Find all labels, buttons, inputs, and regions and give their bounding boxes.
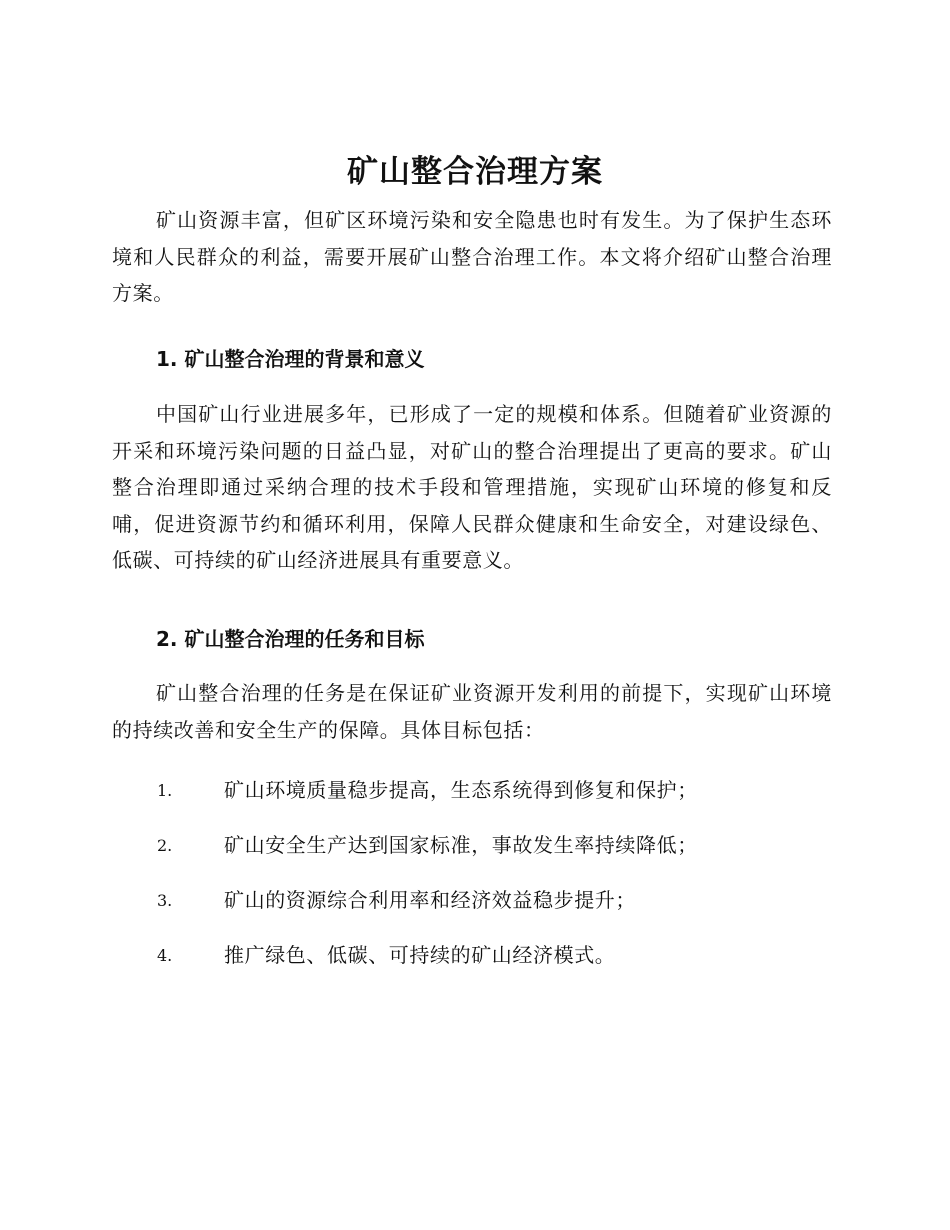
list-item xyxy=(0,882,950,937)
list-item-text: 矿山的资源综合利用率和经济效益稳步提升； xyxy=(224,888,636,912)
list-item xyxy=(0,772,950,827)
list-item-number: 3. xyxy=(157,891,173,910)
section-heading-background: 1. 矿山整合治理的背景和意义 xyxy=(156,347,425,371)
list-item-text: 矿山安全生产达到国家标准，事故发生率持续降低； xyxy=(224,833,698,857)
list-item-text: 矿山环境质量稳步提高，生态系统得到修复和保护； xyxy=(224,778,698,802)
section-heading-goals: 2. 矿山整合治理的任务和目标 xyxy=(156,627,425,651)
list-item-number: 4. xyxy=(157,946,173,965)
goals-list xyxy=(0,772,950,992)
list-item-number: 1. xyxy=(157,781,173,800)
list-item xyxy=(0,937,950,992)
document-title: 矿山整合治理方案 xyxy=(347,154,603,190)
intro-paragraph: 矿山资源丰富，但矿区环境污染和安全隐患也时有发生。为了保护生态环境和人民群众的利益，需要开展矿山整合治理工作。本文将介绍矿山整合治理方案。 xyxy=(112,208,832,305)
list-item-text: 推广绿色、低碳、可持续的矿山经济模式。 xyxy=(224,943,616,967)
list-item xyxy=(0,827,950,882)
section-paragraph-goals: 矿山整合治理的任务是在保证矿业资源开发利用的前提下，实现矿山环境的持续改善和安全生产的保障。具体目标包括： xyxy=(112,681,832,742)
list-item-number: 2. xyxy=(157,836,173,855)
section-paragraph-background: 中国矿山行业进展多年，已形成了一定的规模和体系。但随着矿业资源的开采和环境污染问题的日益凸显，对矿山的整合治理提出了更高的要求。矿山整合治理即通过采纳合理的技术手段和管理措施，实现矿山环境的修复和反哺，促进资源节约和循环利用，保障人民群众健康和生命安全，对建设绿色、低碳、可持续的矿山经济进展具有重要意义。 xyxy=(112,402,832,572)
